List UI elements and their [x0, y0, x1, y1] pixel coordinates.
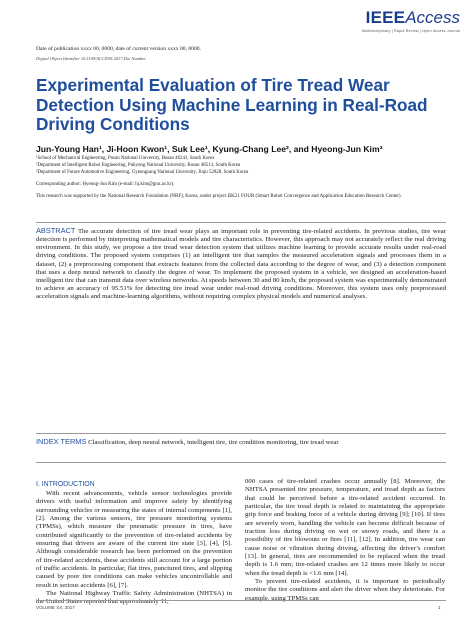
corresponding-author: Corresponding author: Hyeong-Jun Kim (e-mail: hj.kim@gnu.ac.kr). [36, 182, 175, 187]
body-paragraph: The National Highway Traffic Safety Administration (NHTSA) in the United States reported that approximately 11, [36, 589, 232, 606]
footer-rule [36, 600, 446, 601]
affiliation-line: ²Department of Intelligent Robot Engineering, Pukyong National University, Busan 48513, South Korea [36, 162, 241, 168]
paper-title: Experimental Evaluation of Tire Tread Wear Detection Using Machine Learning in Real-Road Driving Conditions [36, 75, 428, 134]
footer-page-number: 1 [438, 605, 441, 610]
funding-note: This research was supported by the National Research Foundation (NRF), Korea, under project BK21 FOUR (Smart Robot Convergence and Application Education Research Center). [36, 194, 402, 199]
body-paragraph: To prevent tire-related accidents, it is important to periodically monitor the tire conditions and alert the driver when they deteriorate. For example, using TPMSs can [245, 578, 445, 602]
abstract-top-rule [36, 222, 446, 223]
logo-ieee-text: IEEE [365, 8, 406, 27]
logo-tagline: Multidisciplinary | Rapid Review | Open Access Journal [361, 29, 460, 33]
abstract [36, 227, 446, 301]
doi-line: Digital Object Identifier 10.1109/ACCESS.2017.Doi Number [36, 56, 147, 61]
footer-volume: VOLUME XX, 2017 [36, 605, 75, 610]
body-column-right [245, 478, 445, 603]
publication-date: Date of publication xxxx 00, 0000, date of current version xxxx 00, 0000. [36, 46, 201, 52]
body-paragraph: With recent advancements, vehicle sensor technologies provide drivers with useful information and improve safety by identifying surrounding vehicles or measuring the states of internal components [1], [2]. Among the various sensors, tire pressure monitoring systems (TPMSs), which measure the pneumatic pressure in tires, have contributed significantly to the prevention of tire-related accidents by ensuring that drivers are aware of the current tire state [3], [4], [5]. Although considerable research has been performed on the prevention of tire-related accidents, these accidents still account for a large portion of traffic accidents. In particular, flat tires, punctured tires, and slipping caused by poor tire conditions can make vehicles uncontrollable and result in serious accidents [6], [7]. [36, 489, 232, 589]
index-top-rule [36, 433, 446, 434]
logo-access-text: Access [405, 8, 460, 27]
abstract-text: The accurate detection of tire tread wear plays an important role in preventing tire-related accidents. In previous studies, tire wear detection is performed by interpreting mathematical models and tire characteristics. However, this approach may not accurately reflect the real driving environment. In this study, we propose a tire tread wear detection system that utilizes machine learning to provide accurate results under real-road driving conditions. The proposed system comprises (1) an intelligent tire that samples the measured acceleration signals and processes them in a dataset, (2) a preprocessing component that extracts features from the collected data according to the degree of wear, and (3) a detection component that uses a deep neural network to classify the degree of wear. To implement the proposed system in a vehicle, we designed an acceleration-based intelligent tire that can transmit data over wireless networks. At speeds between 30 and 80 km/h, the proposed system was experimentally demonstrated to achieve an accuracy of 95.51% for detecting tire tread wear under real-road driving conditions. Moreover, this system uses only preprocessed acceleration signals and machine-learning algorithms, without requiring complex physical models and numerical analyses. [36, 228, 446, 301]
affiliations [36, 156, 446, 176]
ieee-access-logo [362, 8, 460, 33]
body-column-left [36, 481, 232, 607]
index-terms-text: Classification, deep neural network, intelligent tire, tire condition monitoring, tire tread wear [88, 439, 339, 446]
abstract-label: ABSTRACT [36, 226, 76, 235]
body-paragraph: 000 cases of tire-related crashes occur annually [8]. Moreover, the NHTSA presented tire pressure, temperature, and tread depth as factors that could be perceived before a tire-related accident occurred. In particular, the tire tread depth is related to maintaining the appropriate grip force and braking force of a vehicle during driving [9]; [10]. If tires are severely worn, handling the vehicle can become difficult because of traction loss during driving on wet or snowy roads, and there is a possibility of tire blowouts or fires [11], [12]. In addition, tire wear can cause noise or vibration during driving, affecting the driver’s comfort [13]. In general, tires are recommended to be replaced when the tread depth is 1.6 mm; tire-related crashes are 12 times more likely to occur when the tread depth is <1.6 mm [14]. [245, 478, 445, 577]
index-terms-label: INDEX TERMS [36, 437, 87, 446]
index-bottom-rule [36, 462, 446, 463]
author-list: Jun-Young Han¹, Ji-Hoon Kwon¹, Suk Lee¹, Kyung-Chang Lee², and Hyeong-Jun Kim³ [36, 144, 383, 154]
affiliation-line: ³Department of Future Automotive Engineering, Gyeongsang National University, Jinju 52828, South Korea [36, 169, 249, 175]
section-heading-introduction: I. INTRODUCTION [36, 481, 95, 488]
index-terms [36, 438, 446, 447]
affiliation-line: ¹School of Mechanical Engineering, Pusan National University, Busan 46241, South Korea [36, 156, 215, 161]
